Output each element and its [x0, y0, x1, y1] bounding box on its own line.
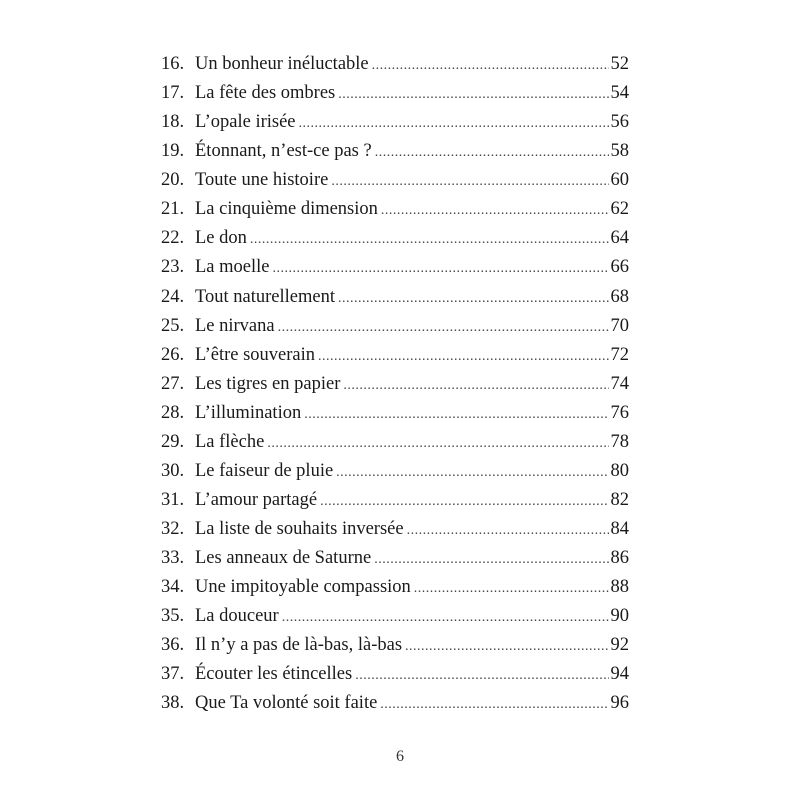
toc-entry — [161, 515, 629, 544]
toc-entry-title: La cinquième dimension — [195, 199, 378, 220]
dot-leader — [320, 487, 608, 516]
toc-entry — [161, 689, 629, 718]
toc-entry — [161, 224, 629, 253]
toc-entry-number: 28. — [161, 402, 185, 423]
toc-entry-page: 56 — [610, 112, 629, 133]
toc-entry-number: 29. — [161, 431, 185, 452]
toc-entry-page: 82 — [610, 489, 629, 510]
toc-entry-page: 70 — [610, 315, 629, 336]
dot-leader — [405, 632, 608, 661]
toc-entry-title: Le don — [195, 228, 247, 249]
toc-entry-page: 84 — [610, 519, 629, 539]
dot-leader — [267, 429, 608, 458]
toc-entry — [161, 660, 629, 689]
toc-entry-page: 62 — [610, 199, 629, 220]
toc-entry-title: La douceur — [195, 606, 279, 627]
toc-entry-page: 54 — [610, 83, 629, 104]
toc-entry-number: 31. — [161, 489, 185, 510]
dot-leader — [250, 225, 609, 254]
toc-entry-page: 96 — [610, 693, 629, 714]
toc-entry-title: La moelle — [195, 257, 270, 278]
toc-entry-number: 30. — [161, 460, 185, 481]
toc-entry-title: L’illumination — [195, 402, 302, 423]
toc-entry-title: La fête des ombres — [195, 83, 336, 104]
toc-entry-number: 19. — [161, 141, 185, 162]
toc-entry-number: 26. — [161, 344, 185, 365]
toc-entry-title: Le nirvana — [195, 315, 275, 336]
dot-leader — [338, 284, 609, 313]
toc-entry-title: La liste de souhaits inversée — [195, 519, 404, 539]
toc-entry-page: 68 — [610, 286, 629, 307]
dot-leader — [372, 51, 609, 80]
toc-entry — [161, 195, 629, 224]
toc-entry-title: L’amour partagé — [195, 489, 318, 510]
toc-entry-number: 27. — [161, 373, 185, 394]
toc-entry — [161, 137, 629, 166]
dot-leader — [355, 661, 608, 690]
toc-entry-number: 24. — [161, 286, 185, 307]
dot-leader — [375, 138, 609, 167]
toc-entry-title: Toute une histoire — [195, 170, 329, 191]
toc-entry — [161, 370, 629, 399]
toc-entry-page: 58 — [610, 141, 629, 162]
toc-entry-title: Étonnant, n’est-ce pas ? — [195, 141, 372, 162]
toc-entry-page: 66 — [610, 257, 629, 278]
toc-entry-number: 33. — [161, 548, 185, 569]
toc-entry-page: 78 — [610, 431, 629, 452]
toc-entry-title: Un bonheur inéluctable — [195, 54, 369, 74]
toc-entry — [161, 79, 629, 108]
toc-entry-page: 86 — [610, 548, 629, 569]
toc-entry-title: La flèche — [195, 431, 265, 452]
toc-entry-page: 80 — [610, 460, 629, 481]
dot-leader — [278, 313, 609, 342]
toc-entry-number: 20. — [161, 170, 185, 191]
toc-entry-number: 35. — [161, 606, 185, 627]
dot-leader — [407, 516, 609, 545]
dot-leader — [338, 80, 608, 109]
toc-entry — [161, 399, 629, 428]
toc-entry-page: 60 — [610, 170, 629, 191]
dot-leader — [299, 109, 609, 138]
toc-entry — [161, 341, 629, 370]
toc-entry-title: L’opale irisée — [195, 112, 296, 133]
toc-entry-page: 74 — [610, 373, 629, 394]
toc-entry-page: 72 — [610, 344, 629, 365]
toc-entry-number: 18. — [161, 112, 185, 133]
toc-entry-number: 16. — [161, 54, 185, 74]
toc-entry — [161, 312, 629, 341]
toc-entry-page: 92 — [610, 635, 629, 656]
toc-entry-number: 32. — [161, 519, 185, 539]
toc-entry-title: Le faiseur de pluie — [195, 460, 334, 481]
toc-entry-title: Que Ta volonté soit faite — [195, 693, 378, 714]
dot-leader — [380, 690, 608, 719]
toc-entry-title: Écouter les étincelles — [195, 664, 353, 685]
dot-leader — [336, 458, 608, 487]
toc-entry — [161, 457, 629, 486]
toc-entry — [161, 108, 629, 137]
toc-entry — [161, 486, 629, 515]
table-of-contents — [161, 50, 629, 718]
dot-leader — [282, 603, 609, 632]
toc-entry-title: Les tigres en papier — [195, 373, 341, 394]
toc-entry-number: 21. — [161, 199, 185, 220]
toc-entry-number: 36. — [161, 635, 185, 656]
dot-leader — [381, 196, 609, 225]
dot-leader — [304, 400, 608, 429]
toc-entry-number: 25. — [161, 315, 185, 336]
toc-entry — [161, 166, 629, 195]
dot-leader — [343, 371, 608, 400]
page-number: 6 — [396, 748, 404, 765]
toc-entry-page: 76 — [610, 402, 629, 423]
toc-entry-number: 38. — [161, 693, 185, 714]
toc-entry-number: 34. — [161, 577, 185, 598]
toc-entry — [161, 50, 629, 79]
toc-entry-title: Une impitoyable compassion — [195, 577, 411, 598]
dot-leader — [414, 574, 609, 603]
toc-entry-page: 52 — [610, 54, 629, 74]
toc-entry-number: 37. — [161, 664, 185, 685]
toc-entry — [161, 428, 629, 457]
toc-entry-title: L’être souverain — [195, 344, 316, 365]
toc-entry-number: 23. — [161, 257, 185, 278]
toc-entry-page: 64 — [610, 228, 629, 249]
toc-entry — [161, 283, 629, 312]
dot-leader — [374, 545, 608, 574]
toc-entry — [161, 573, 629, 602]
toc-entry-title: Les anneaux de Saturne — [195, 548, 372, 569]
toc-entry-page: 88 — [610, 577, 629, 598]
toc-entry-number: 22. — [161, 228, 185, 249]
toc-entry-page: 90 — [610, 606, 629, 627]
toc-entry-title: Il n’y a pas de là-bas, là-bas — [195, 635, 403, 656]
toc-entry — [161, 544, 629, 573]
toc-entry-page: 94 — [610, 664, 629, 685]
toc-entry — [161, 631, 629, 660]
toc-entry-title: Tout naturellement — [195, 286, 335, 307]
toc-entry — [161, 253, 629, 282]
dot-leader — [318, 342, 608, 371]
dot-leader — [331, 167, 608, 196]
toc-entry — [161, 602, 629, 631]
dot-leader — [272, 254, 608, 283]
toc-entry-number: 17. — [161, 83, 185, 104]
